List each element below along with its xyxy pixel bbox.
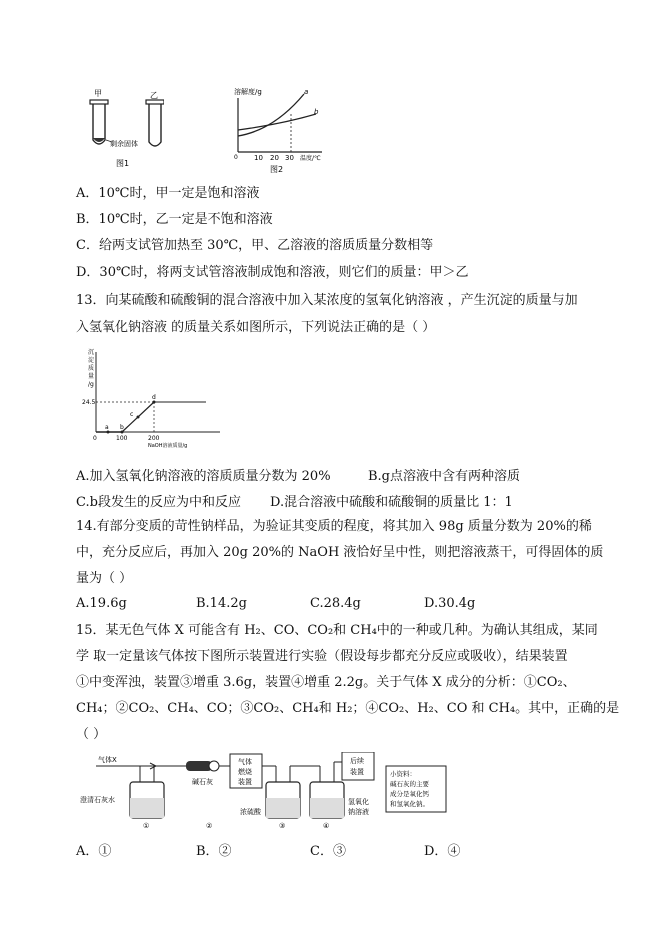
x-tick-100: 100	[116, 435, 128, 442]
q15-line-5: （ ）	[76, 727, 107, 742]
device-3: ③	[279, 822, 286, 830]
curve-b	[238, 114, 316, 130]
point-d-label: d	[152, 394, 156, 401]
figure-2-solubility-curves	[222, 84, 332, 176]
q12-option-a: A．10℃时，甲一定是饱和溶液	[76, 186, 260, 201]
curve-a-label: a	[304, 88, 309, 96]
note-line-2: 碱石灰的主要	[390, 780, 429, 788]
q15-option-c: C．③	[310, 844, 346, 859]
curve-b-label: b	[314, 108, 319, 116]
device-1: ①	[143, 822, 150, 830]
graph-xlabel: NaOH溶液质量/g	[148, 443, 188, 449]
naoh-label-1: 氢氧化	[348, 798, 369, 806]
q13-stem-2: 入氢氧化钠溶液 的质量关系如图所示，下列说法正确的是（ ）	[76, 320, 436, 335]
residue-label: 剩余固体	[110, 140, 138, 148]
q13-option-d: D.混合溶液中硫酸和硫酸铜的质量比 1：1	[270, 495, 513, 510]
device-2: ②	[206, 822, 213, 830]
follow-label-2: 装置	[350, 768, 364, 776]
q15-line-2: 学 取一定量该气体按下图所示装置进行实验（假设每步都充分反应或吸收），结果装置	[76, 649, 568, 664]
label-jia: 甲	[94, 89, 102, 98]
soda-lime-tube	[186, 761, 212, 771]
point-c	[137, 416, 140, 419]
naoh-label-2: 钠溶液	[348, 808, 369, 816]
point-c-label: c	[130, 411, 134, 418]
note-line-3: 成分是氧化钙	[390, 790, 429, 798]
graph-ylabel-1: 淀	[88, 357, 95, 364]
fig1-caption: 图1	[116, 159, 130, 168]
q14-option-c: C.28.4g	[310, 596, 361, 611]
follow-label-1: 后续	[350, 757, 364, 765]
q12-option-c: C．给两支试管加热至 30℃，甲、乙溶液的溶质质量分数相等	[76, 238, 434, 253]
q14-option-d: D.30.4g	[424, 596, 476, 611]
combustion-label-1: 气体	[238, 758, 252, 766]
tick-10: 10	[254, 154, 263, 162]
limewater-label: 澄清石灰水	[80, 796, 115, 804]
tick-20: 20	[270, 154, 279, 162]
q13-option-c: C.b段发生的反应为中和反应	[76, 495, 241, 510]
q14-line-1: 14.有部分变质的苛性钠样品，为验证其变质的程度，将其加入 98g 质量分数为 20%的稀	[76, 519, 592, 534]
graph-y-value: 24.5	[82, 399, 96, 406]
graph-ylabel-0: 沉	[88, 349, 95, 356]
tick-30: 30	[285, 154, 294, 162]
q15-apparatus-diagram	[80, 752, 480, 832]
fig2-xlabel: 温度/℃	[300, 155, 321, 162]
x-tick-200: 200	[148, 435, 160, 442]
q13-precipitate-graph	[82, 346, 222, 450]
combustion-label-3: 装置	[238, 778, 252, 786]
q14-option-a: A.19.6g	[76, 596, 127, 611]
q15-line-4: CH₄；②CO₂、CH₄、CO；③CO₂、CH₄和 H₂；④CO₂、H₂、CO 和 CH₄。其中，正确的是	[76, 701, 620, 716]
q15-line-3: ①中变浑浊，装置③增重 3.6g，装置④增重 2.2g。关于气体 X 成分的分析：①CO₂、	[76, 675, 576, 690]
point-a-label: a	[105, 424, 109, 431]
q15-line-1: 15．某无色气体 X 可能含有 H₂、CO、CO₂和 CH₄中的一种或几种。为确认其组成，某同	[76, 623, 598, 638]
x-tick-0: 0	[93, 435, 97, 442]
q13-option-a: A.加入氢氧化钠溶液的溶质质量分数为 20%	[76, 469, 331, 484]
q12-option-d: D．30℃时，将两支试管溶液制成饱和溶液，则它们的质量：甲＞乙	[76, 265, 469, 280]
combustion-label-2: 燃烧	[238, 768, 252, 776]
q13-stem-1: 13．向某硫酸和硫酸铜的混合溶液中加入某浓度的氢氧化钠溶液 ，产生沉淀的质量与加	[76, 293, 578, 308]
gas-x-label: 气体X	[98, 756, 117, 764]
q15-option-b: B．②	[196, 844, 232, 859]
point-b-label: b	[120, 424, 124, 431]
tick-0: 0	[234, 154, 238, 161]
device-4: ④	[323, 822, 330, 830]
label-yi: 乙	[150, 91, 158, 100]
note-line-1: 小资料：	[390, 770, 416, 778]
graph-ylabel-2: 质	[88, 365, 95, 372]
q14-line-3: 量为（ ）	[76, 571, 133, 586]
q14-option-b: B.14.2g	[196, 596, 247, 611]
q15-option-d: D．④	[424, 844, 461, 859]
graph-ylabel-3: 量	[88, 373, 95, 380]
graph-ylabel-4: /g	[88, 381, 94, 388]
q14-line-2: 中，充分反应后，再加入 20g 20%的 NaOH 液恰好呈中性，则把溶液蒸干，可得固体的质	[76, 545, 604, 560]
q12-option-b: B．10℃时，乙一定是不饱和溶液	[76, 212, 273, 227]
conc-acid-label: 浓硫酸	[240, 808, 261, 816]
figure-1-test-tubes	[84, 86, 164, 174]
fig2-ylabel: 溶解度/g	[234, 88, 262, 96]
fig2-caption: 图2	[270, 165, 284, 174]
q15-option-a: A．①	[76, 844, 112, 859]
q13-option-b: B.g点溶液中含有两种溶质	[368, 469, 521, 484]
curve-a	[238, 94, 304, 136]
soda-lime-label: 碱石灰	[192, 778, 213, 786]
note-line-4: 和氢氧化钠。	[390, 800, 429, 808]
